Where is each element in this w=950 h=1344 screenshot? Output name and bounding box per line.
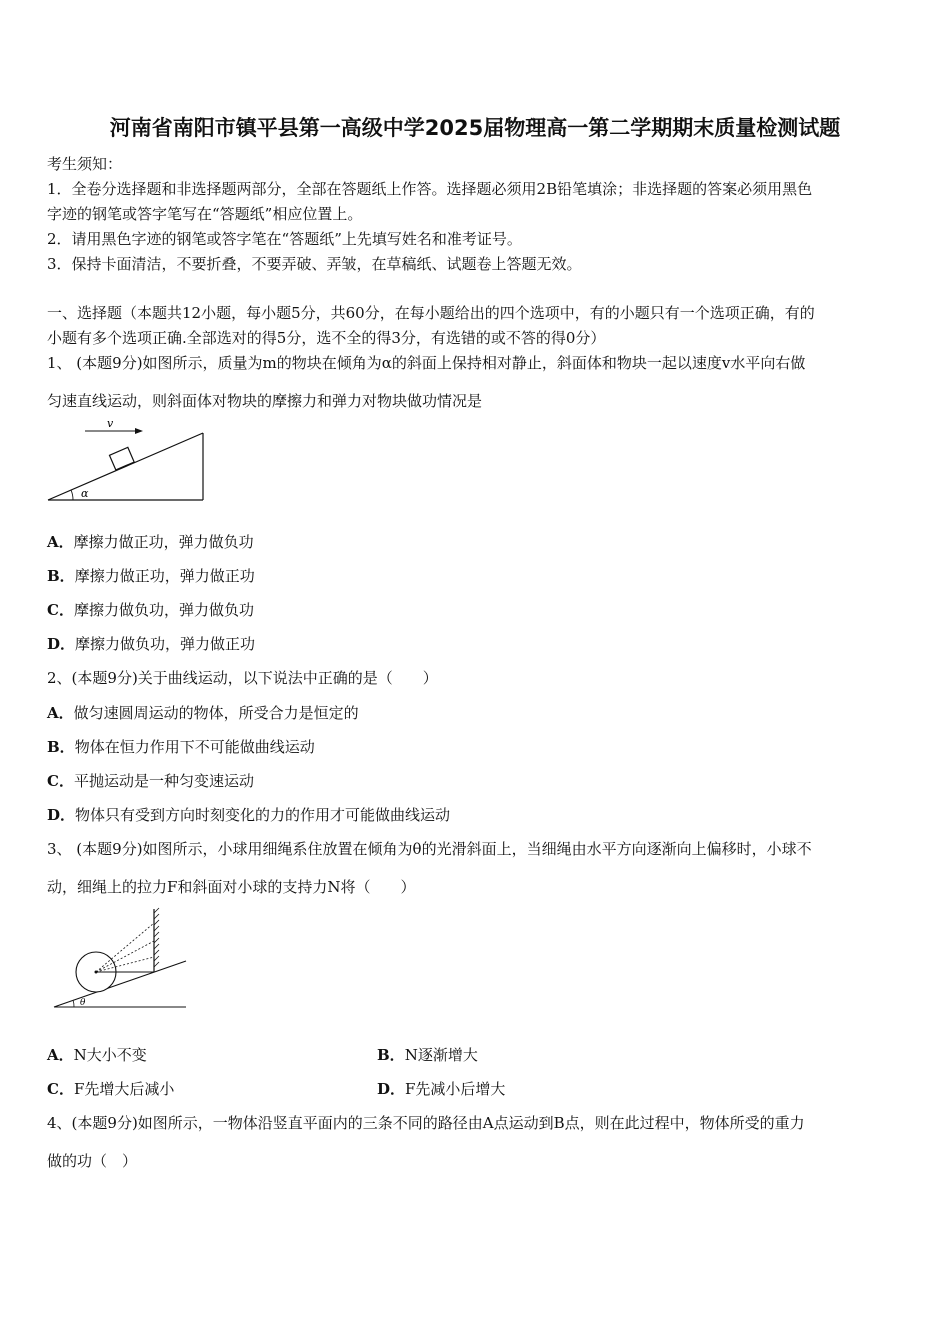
option-a[interactable]: A．N大小不变 <box>47 1046 147 1064</box>
notice-item: 3．保持卡面清洁，不要折叠，不要弄破、弄皱，在草稿纸、试题卷上答题无效。 <box>47 255 582 273</box>
option-c[interactable]: C．摩擦力做负功，弹力做负功 <box>47 601 254 619</box>
angle-alpha-label: α <box>81 487 89 500</box>
ball-on-incline-figure <box>50 905 190 1011</box>
option-c[interactable]: C．平抛运动是一种匀变速运动 <box>47 772 254 790</box>
option-d[interactable]: D．F先减小后增大 <box>377 1080 506 1098</box>
section-intro: 小题有多个选项正确.全部选对的得5分，选不全的得3分，有选错的或不答的得0分） <box>47 329 606 347</box>
option-b[interactable]: B．N逐渐增大 <box>377 1046 478 1064</box>
notice-item: 字迹的钢笔或答字笔写在“答题纸”相应位置上。 <box>47 205 363 223</box>
velocity-label: v <box>107 417 114 430</box>
option-b[interactable]: B．摩擦力做正功，弹力做正功 <box>47 567 255 585</box>
question-1-stem: 1、 (本题9分)如图所示，质量为m的物块在倾角为α的斜面上保持相对静止，斜面体和物块一起以速度v水平向右做 <box>47 354 806 372</box>
option-c[interactable]: C．F先增大后减小 <box>47 1080 175 1098</box>
question-3-stem: 3、 (本题9分)如图所示，小球用细绳系住放置在倾角为θ的光滑斜面上，当细绳由水平方向逐渐向上偏移时，小球不 <box>47 840 812 858</box>
section-intro: 一、选择题（本题共12小题，每小题5分，共60分，在每小题给出的四个选项中，有的小题只有一个选项正确，有的 <box>47 304 815 322</box>
question-4-stem: 4、(本题9分)如图所示，一物体沿竖直平面内的三条不同的路径由A点运动到B点，则在此过程中，物体所受的重力 <box>47 1114 805 1132</box>
incline-block-figure <box>45 415 210 505</box>
question-2-stem: 2、(本题9分)关于曲线运动，以下说法中正确的是（ ） <box>47 669 438 687</box>
notice-item: 2．请用黑色字迹的钢笔或答字笔在“答题纸”上先填写姓名和准考证号。 <box>47 230 522 248</box>
notice-heading: 考生须知： <box>47 155 123 173</box>
notice-item: 1．全卷分选择题和非选择题两部分，全部在答题纸上作答。选择题必须用2B铅笔填涂；非选择题的答案必须用黑色 <box>47 180 813 198</box>
option-d[interactable]: D．摩擦力做负功，弹力做正功 <box>47 635 256 653</box>
question-3-stem: 动，细绳上的拉力F和斜面对小球的支持力N将（ ） <box>47 878 416 896</box>
option-a[interactable]: A．做匀速圆周运动的物体，所受合力是恒定的 <box>47 704 359 722</box>
question-4-stem: 做的功（ ） <box>47 1152 138 1170</box>
option-d[interactable]: D．物体只有受到方向时刻变化的力的作用才可能做曲线运动 <box>47 806 451 824</box>
angle-theta-label: θ <box>80 998 86 1008</box>
option-b[interactable]: B．物体在恒力作用下不可能做曲线运动 <box>47 738 315 756</box>
option-a[interactable]: A．摩擦力做正功，弹力做负功 <box>47 533 254 551</box>
question-1-stem: 匀速直线运动，则斜面体对物块的摩擦力和弹力对物块做功情况是 <box>47 392 483 410</box>
page-title: 河南省南阳市镇平县第一高级中学2025届物理高一第二学期期末质量检测试题 <box>109 116 841 140</box>
